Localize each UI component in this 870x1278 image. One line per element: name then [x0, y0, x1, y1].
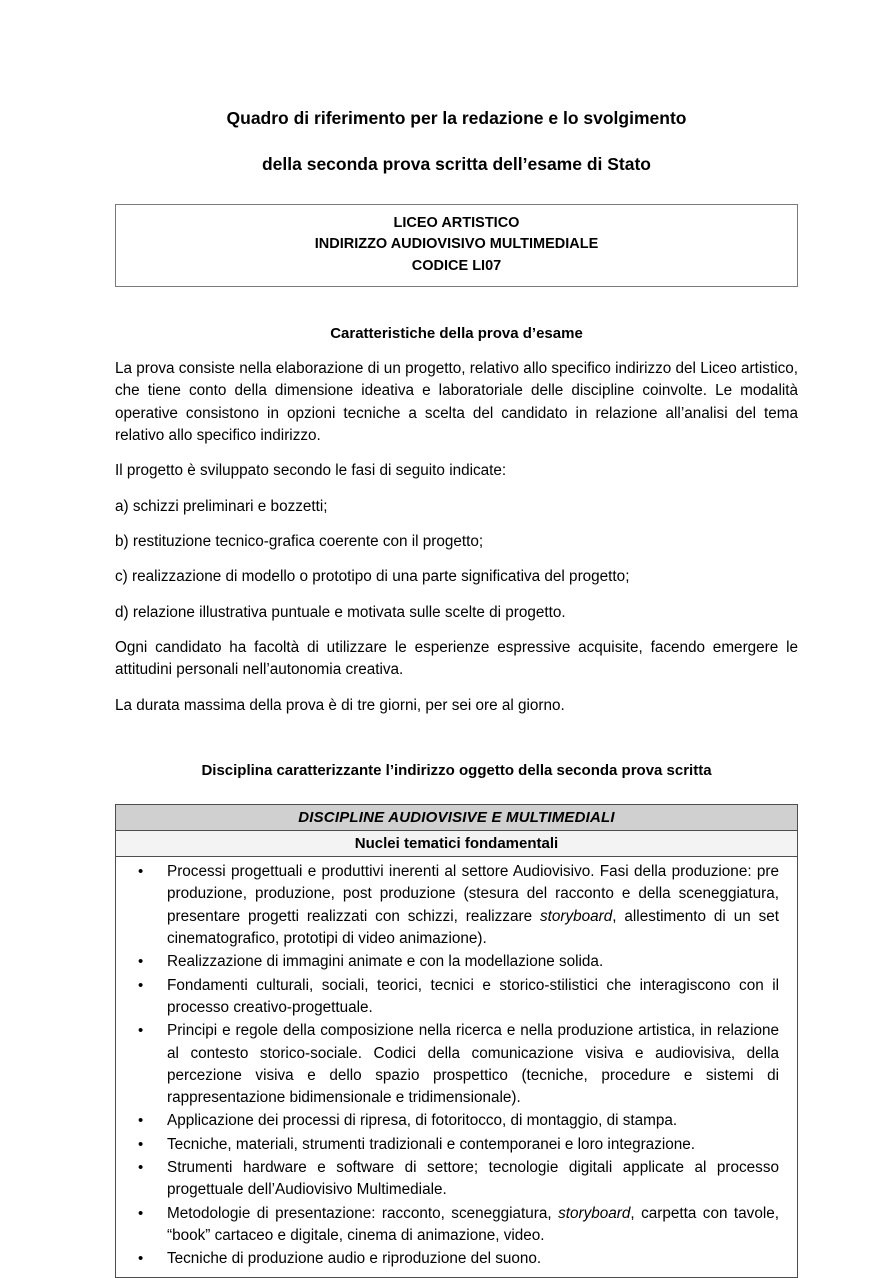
exam-phases-intro: Il progetto è sviluppato secondo le fasi di seguito indicate:: [115, 462, 507, 480]
topic-list-item: [116, 1203, 789, 1248]
topic-text: Tecniche, materiali, strumenti tradizionali e contemporanei e loro integrazione.: [167, 1135, 696, 1153]
discipline-table-header-discipline: DISCIPLINE AUDIOVISIVE E MULTIMEDIALI: [116, 805, 797, 831]
topic-text: Metodologie di presentazione: racconto, sceneggiatura, storyboard, carpetta con tavole, “book” cartaceo e digitale, cinema di animazione, video.: [167, 1204, 779, 1245]
topic-list-item: [116, 1020, 789, 1109]
bullet-icon: •: [138, 1204, 144, 1222]
exam-phase-d: d) relazione illustrativa puntuale e motivata sulle scelte di progetto.: [115, 603, 566, 621]
bullet-icon: •: [138, 862, 144, 880]
school-identity-box: [115, 204, 798, 287]
bullet-icon: •: [138, 976, 144, 994]
topic-list-item: [116, 1157, 789, 1202]
exam-phase-b: b) restituzione tecnico-grafica coerente con il progetto;: [115, 532, 484, 550]
topic-text: Strumenti hardware e software di settore; tecnologie digitali applicate al processo progettuale dell’Audiovisivo Multimediale.: [167, 1159, 779, 1199]
topic-list: [116, 861, 789, 1271]
topic-text: Applicazione dei processi di ripresa, di fotoritocco, di montaggio, di stampa.: [167, 1112, 678, 1130]
topic-list-item: [116, 951, 789, 973]
school-track: INDIRIZZO AUDIOVISIVO MULTIMEDIALE: [314, 236, 599, 253]
discipline-table-header-topics: Nuclei tematici fondamentali: [116, 831, 797, 857]
exam-phase-a: a) schizzi preliminari e bozzetti;: [115, 497, 328, 515]
topic-list-item: [116, 975, 789, 1020]
document-content: [115, 0, 798, 1278]
topic-list-item: [116, 861, 789, 950]
bullet-icon: •: [138, 1159, 144, 1177]
topic-list-item: [116, 1134, 789, 1156]
page-title-line-2: della seconda prova scritta dell’esame di Stato: [261, 153, 652, 174]
topic-text: Fondamenti culturali, sociali, teorici, tecnici e storico-stilistici che interagiscono con il processo creativo-progettuale.: [167, 976, 779, 1016]
topic-text: Realizzazione di immagini animate e con la modellazione solida.: [167, 953, 604, 971]
topic-list-item: [116, 1248, 789, 1270]
topic-list-item: [116, 1110, 789, 1132]
exam-features-paragraph-1: La prova consiste nella elaborazione di un progetto, relativo allo specifico indirizzo del Liceo artistico, che tiene conto della dimensione ideativa e laboratoriale delle discipline coinvolte. Le modalità operative consistono in opzioni tecniche a scelta del candidato in relazione all’analisi del tema relativo allo specifico indirizzo.: [115, 359, 798, 444]
discipline-table: [115, 804, 798, 1278]
discipline-heading: Disciplina caratterizzante l’indirizzo oggetto della seconda prova scritta: [201, 761, 712, 779]
topic-text: Tecniche di produzione audio e riproduzione del suono.: [167, 1250, 542, 1268]
exam-duration-paragraph: La durata massima della prova è di tre giorni, per sei ore al giorno.: [115, 696, 565, 714]
page-title: [115, 110, 798, 173]
school-type: LICEO ARTISTICO: [393, 215, 520, 231]
exam-phase-c: c) realizzazione di modello o prototipo di una parte significativa del progetto;: [115, 568, 630, 586]
exam-features-heading: Caratteristiche della prova d’esame: [330, 324, 583, 342]
school-code: CODICE LI07: [411, 257, 502, 274]
topic-text: Processi progettuali e produttivi inerenti al settore Audiovisivo. Fasi della produzione: pre produzione, produzione, post produzione (stesura del racconto e della sceneggiatura, presentare progetti realizzati con schizzi, realizzare storyboard, allestimento di un set cinematografico, prototipi di video animazione).: [167, 862, 779, 947]
bullet-icon: •: [138, 1112, 144, 1130]
bullet-icon: •: [138, 1022, 144, 1040]
page-title-line-1: Quadro di riferimento per la redazione e lo svolgimento: [226, 108, 687, 128]
exam-features-paragraph-3: Ogni candidato ha facoltà di utilizzare le esperienze espressive acquisite, facendo emergere le attitudini personali nell’autonomia creativa.: [115, 638, 798, 679]
bullet-icon: •: [138, 1250, 144, 1268]
bullet-icon: •: [138, 953, 144, 971]
discipline-table-body: [116, 857, 797, 1277]
bullet-icon: •: [138, 1135, 144, 1153]
topic-text: Principi e regole della composizione nella ricerca e nella produzione artistica, in relazione al contesto storico-sociale. Codici della comunicazione visiva e audiovisiva, della percezione visiva e dello spazio prospettico (tecniche, procedure e sistemi di rappresentazione bidimensionale e tridimensionale).: [167, 1022, 779, 1107]
